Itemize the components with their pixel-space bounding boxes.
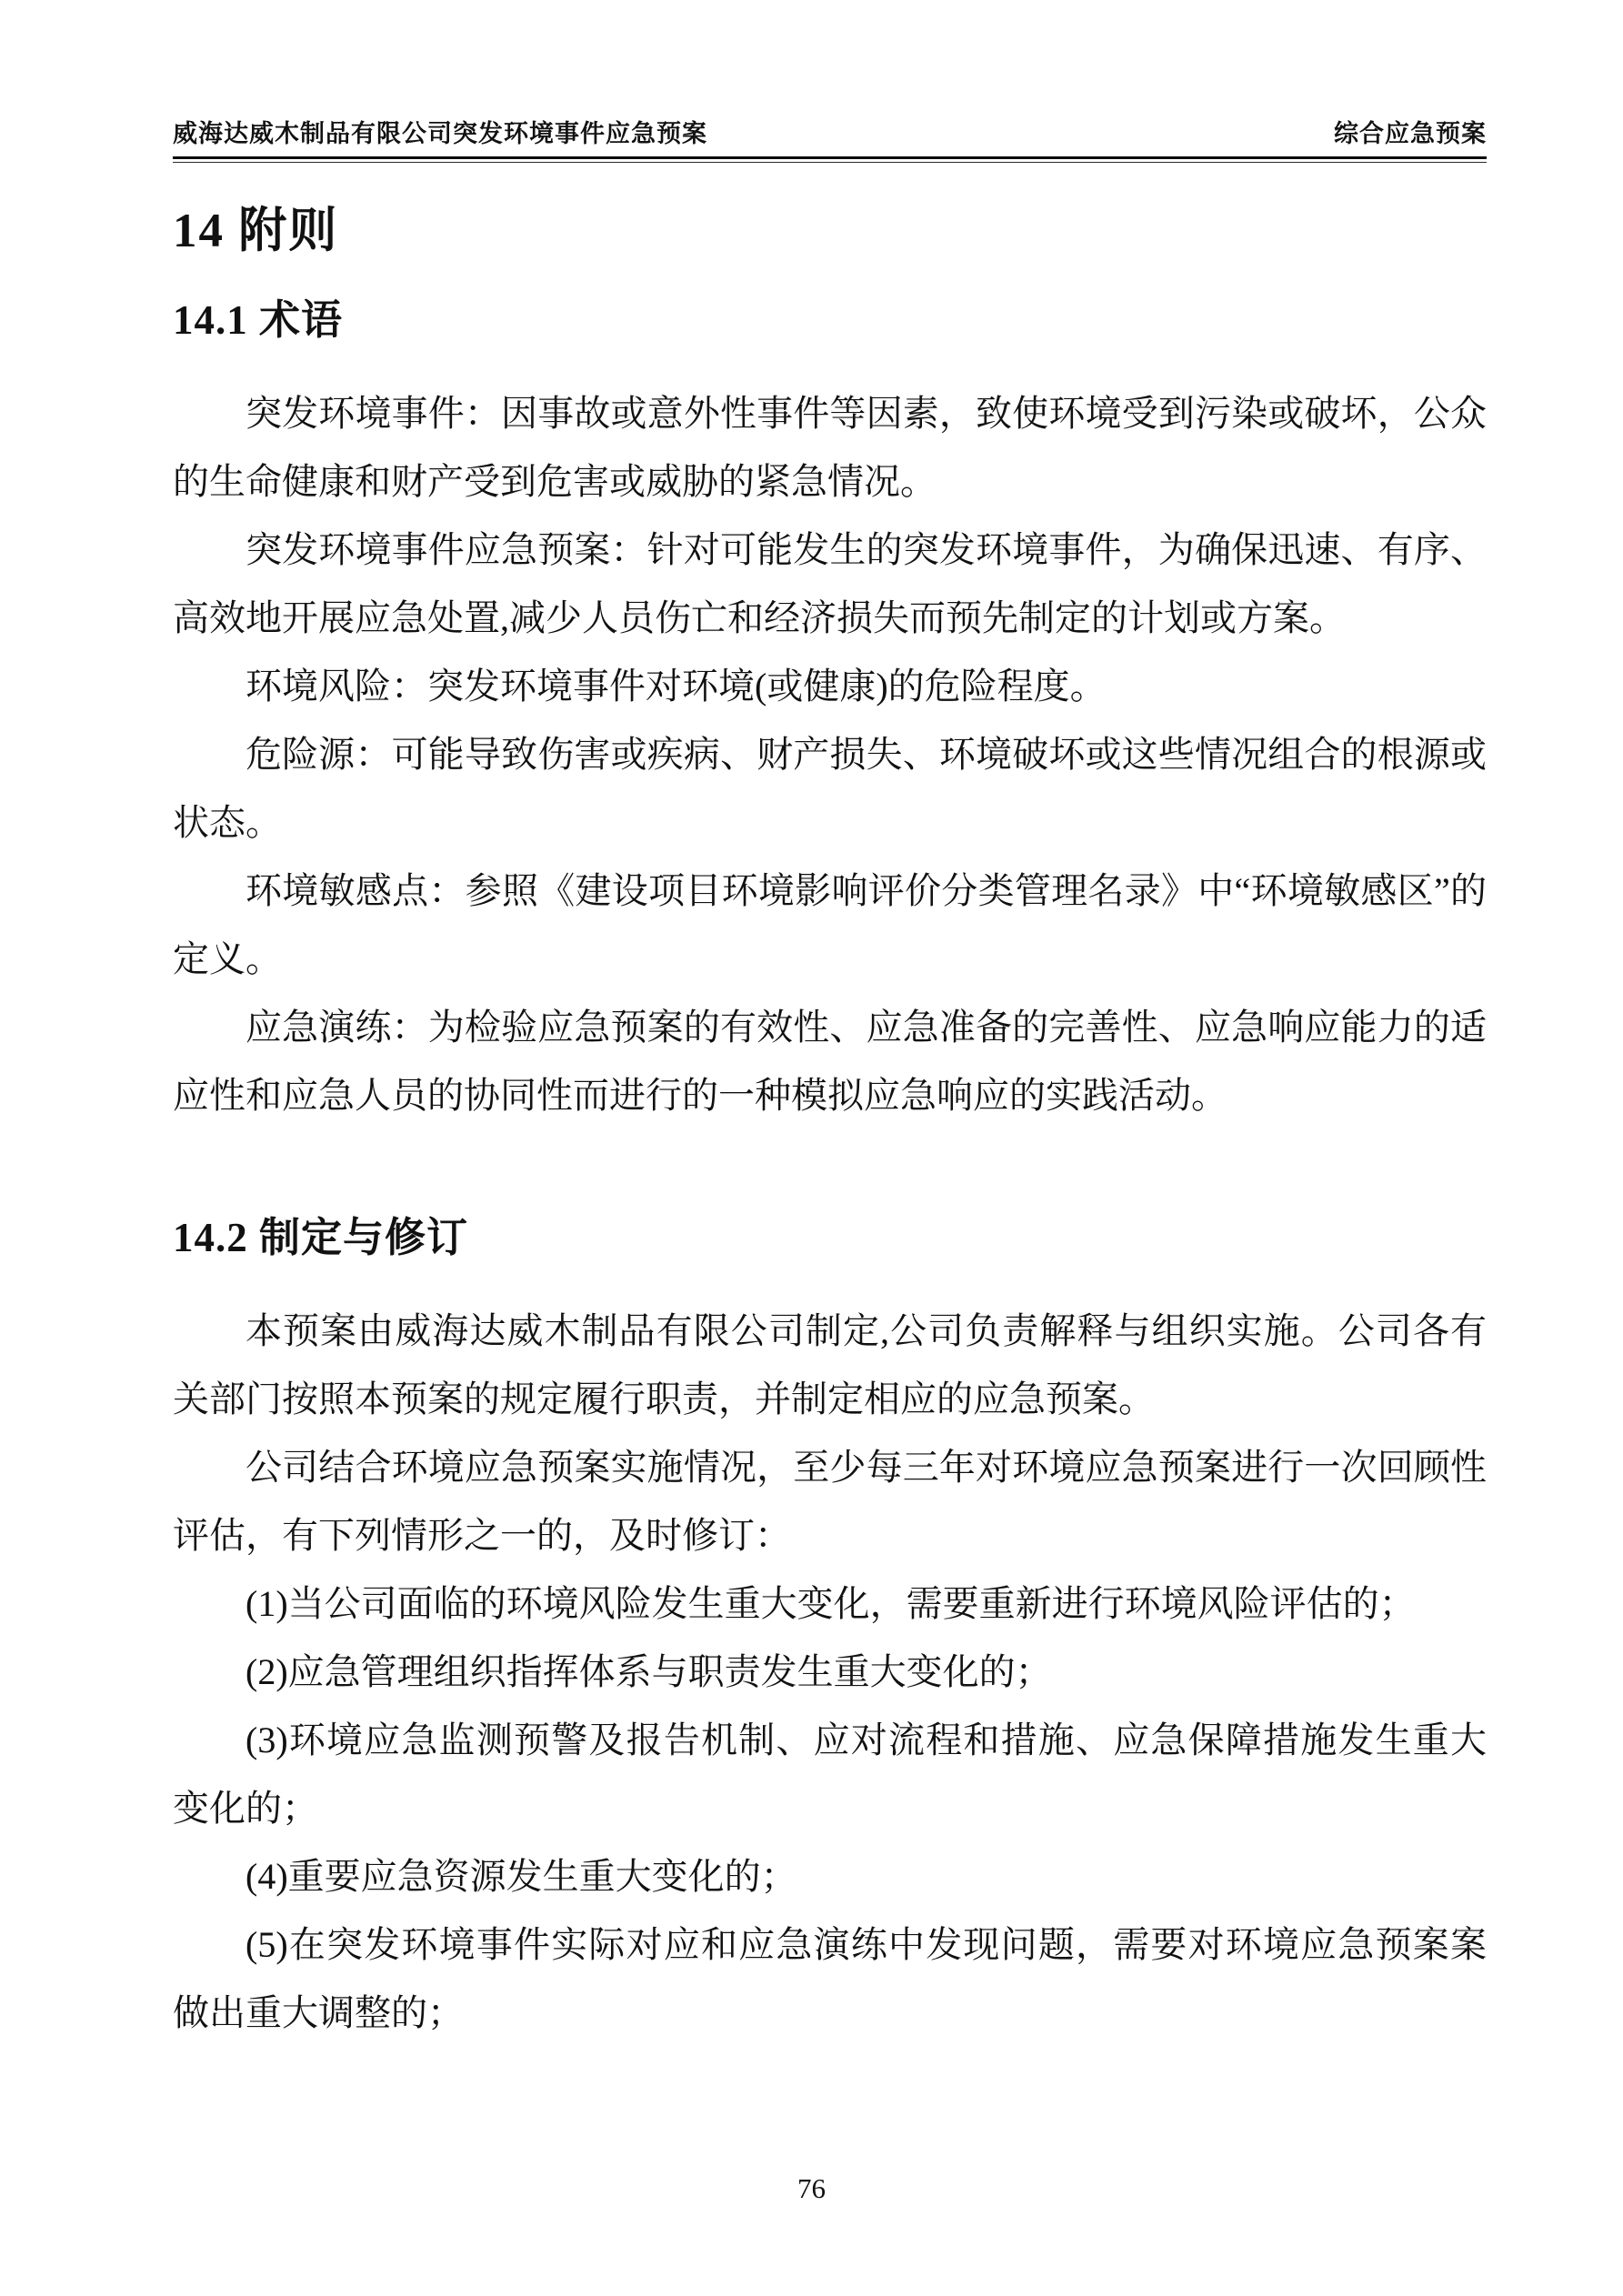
header-right-title: 综合应急预案: [1334, 120, 1487, 147]
revision-condition-item-2: (2)应急管理组织指挥体系与职责发生重大变化的；: [245, 1650, 1052, 1692]
revision-condition-item-3: (3)环境应急监测预警及报告机制、应对流程和措施、应急保障措施发生重大变化的；: [173, 1719, 1487, 1829]
paragraph-definition-plan: 突发环境事件应急预案：针对可能发生的突发环境事件，为确保迅速、有序、高效地开展应急处置,减少人员伤亡和经济损失而预先制定的计划或方案。: [173, 528, 1487, 638]
revision-condition-item-5: (5)在突发环境事件实际对应和应急演练中发现问题，需要对环境应急预案案做出重大调整的；: [173, 1923, 1487, 2033]
section-14-2-title: 14.2 制定与修订: [173, 1214, 469, 1260]
revision-condition-item-4: (4)重要应急资源发生重大变化的；: [245, 1855, 797, 1897]
paragraph-formulation: 本预案由威海达威木制品有限公司制定,公司负责解释与组织实施。公司各有关部门按照本预案的规定履行职责，并制定相应的应急预案。: [173, 1309, 1487, 1419]
page-header: [173, 118, 1487, 150]
header-rule: [173, 156, 1487, 163]
paragraph-definition-sensitive-point: 环境敏感点：参照《建设项目环境影响评价分类管理名录》中“环境敏感区”的定义。: [173, 869, 1487, 979]
chapter-title: 14 附则: [173, 205, 339, 258]
page-footer: [0, 2172, 1623, 2205]
paragraph-review-cycle: 公司结合环境应急预案实施情况，至少每三年对环境应急预案进行一次回顾性评估，有下列情形之一的，及时修订：: [173, 1446, 1487, 1556]
paragraph-definition-incident: 突发环境事件：因事故或意外性事件等因素，致使环境受到污染或破坏，公众的生命健康和财产受到危害或威胁的紧急情况。: [173, 392, 1487, 502]
revision-condition-item-1: (1)当公司面临的环境风险发生重大变化，需要重新进行环境风险评估的；: [245, 1582, 1416, 1624]
paragraph-definition-risk: 环境风险：突发环境事件对环境(或健康)的危险程度。: [245, 665, 1107, 707]
section-14-1-body: [173, 379, 1487, 1129]
header-left-title: 威海达威木制品有限公司突发环境事件应急预案: [173, 120, 707, 147]
paragraph-definition-hazard-source: 危险源：可能导致伤害或疾病、财产损失、环境破坏或这些情况组合的根源或状态。: [173, 733, 1487, 843]
page-number: 76: [797, 2172, 826, 2204]
section-14-2-body: [173, 1297, 1487, 2047]
section-14-1-title: 14.1 术语: [173, 296, 344, 343]
paragraph-definition-drill: 应急演练：为检验应急预案的有效性、应急准备的完善性、应急响应能力的适应性和应急人员的协同性而进行的一种模拟应急响应的实践活动。: [173, 1006, 1487, 1116]
